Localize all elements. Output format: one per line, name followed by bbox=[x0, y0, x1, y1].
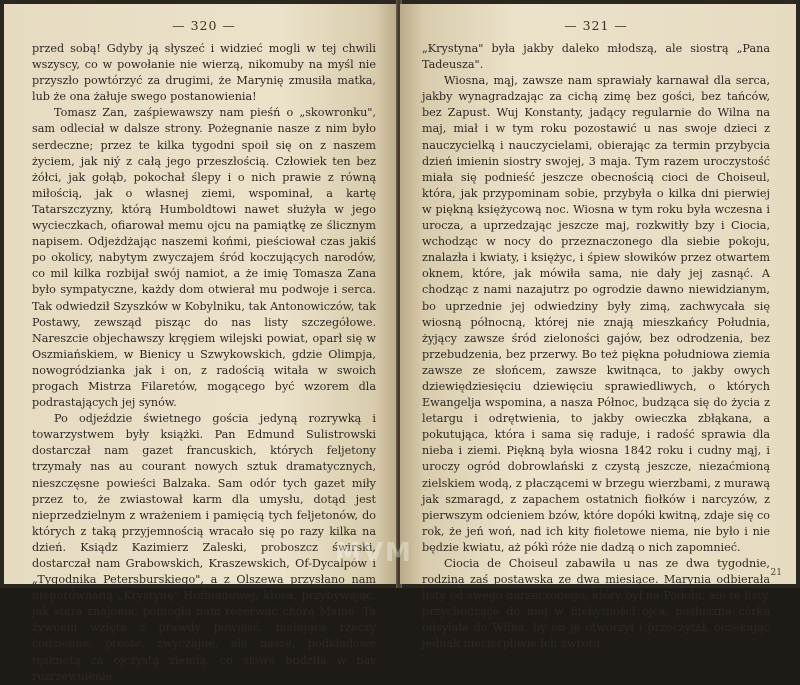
page-number-left: — 320 — bbox=[172, 18, 236, 33]
paragraph: „Krystyna" była jakby daleko młodszą, ale siostrą „Pana Tadeusza". bbox=[422, 42, 770, 72]
right-page-body bbox=[422, 41, 770, 653]
left-page-body bbox=[32, 41, 376, 685]
left-page bbox=[4, 4, 398, 683]
paragraph: Ciocia de Choiseul zabawiła u nas ze dwa tygodnie, rodzina zaś postawska ze dwa miesiące. Marynia odbierała listy od swego narzeczonego, który był na Podolu, ale te listy, przychodzące do niej w niebytności ojca, posłuszna córka odsyłała do Wilna, by on je otworzył i przeczytał, oczekując jednak niecierpliwie ich zwrotu. bbox=[422, 557, 770, 651]
page-number-right: — 321 — bbox=[564, 18, 628, 33]
paragraph: Tomasz Zan, zaśpiewawszy nam pieśń o „skowronku", sam odleciał w dalsze strony. Pożegnanie nasze z nim było serdeczne; przez te kilka tygodni spoił się on z naszem życiem, jak niý z całą jego przeszłością. Człowiek ten bez żółci, jak gołąb, pokochał ślepy i o nich prawie z równą miłością, jak o własnej ziemi, wspominał, a kartę Tatarszczyzny, którą Humboldtowi nawet służyła w jego wycieczkach, ofiarował memu ojcu na pamiątkę ze ślicznym napisem. Odjeżdżając naszemi końmi, pieściował czas jakiś po okolicy, nabytym zwyczajem śród koczujących narodów, co mil kilka rozbijał swój namiot, a że imię Tomasza Zana było sympatyczne, każdy dom otwierał mu podwoje i serca. Tak odwiedził Szyszków w Kobylniku, tak Antonowiczów, tak Postawy, zewsząd pisząc do nas listy szczegółowe. Nareszcie objechawszy kręgiem wilejski powiat, oparł się w Oszmiańskiem, w Bienicy u Szwykowskich, gdzie Olimpja, nowogródzianka jak i on, z radością witała w swoich progach Mistrza Filaretów, mogącego być wzorem dla podrastających jej synów. bbox=[32, 106, 376, 410]
paragraph: Wiosna, mąj, zawsze nam sprawiały karnawał dla serca, jakby wynagradzając za cichą zimę bez gości, bez tańców, bez Zapust. Wuj Konstanty, jadący regularnie do Wilna na maj, miał i w tym roku pozostawić u nas swoje dzieci z nauczycielką i nauczycielami, obierając za termin przybycia dzień imienin siostry swojej, 3 maja. Tym razem uroczystość miała się podnieść jeszcze obecnością cioci de Choiseul, która, jak przypominam sobie, przybyła o kilka dni pierwiej w piękną księżycową noc. Wiosna w tym roku była wczesna i urocza, a uprzedzając jeszcze maj, rozkwitły bzy i Ciocia, wchodząc w nocy do przeznaczonego dla siebie pokoju, znalazła i kwiaty, i księżyc, i śpiew słowików przez otwartem oknem, które, jak mówiła sama, nie dały jej zasnąć. A chodząc z nami nazajutrz po ogrodzie dawno niewidzianym, bo uprzednie jej odwiedziny były zimą, zachwycała się wiosną północną, której nie znają mieszkańcy Południa, żyjący zawsze śród zieloności gajów, bez odrodzenia, bez przebudzenia, bez przerwy. Bo też piękna południowa ziemia zawsze ze słońcem, zawsze kwitnąca, to jakby owych dziewiędziesięciu dziewięciu sprawiedliwych, o których Ewangelja wspomina, a nasza Północ, budząca się do życia z letargu i odrętwienia, to jakby owieczka zbłąkana, a pokutująca, która i sama się raduje, i radość sprawia dla nieba i ziemi. Piękną była wiosna 1842 roku i cudny mąj, i uroczy ogród dobrowlański z czystą jeszcze, niezaćmioną zielskiem wodą, z płaczącemi w brzegu wierzbami, z murawą jak szmaragd, z zapachem ostatnich fiołków i narcyzów, z pierwszym odcieniem bzów, które dopóki kwitną, zdaje się co rok, że jeń woń, nad ich kity fioletowe niema, nie było i nie będzie kwiatu, aż pókì róże nie dadzą o nich zapomnieć. bbox=[422, 74, 771, 554]
folio-number: 21 bbox=[770, 568, 782, 578]
paragraph: Po odjeździe świetnego gościa jedyną rozrywką i towarzystwem były książki. Pan Edmund Sulistrowski dostarczał nam gazet francuskich, których feljetony trzymały nas au courant nowych sztuk dramatycznych, nieszczęsne powieści Balzaka. Sam odór tych gazet miły przez to, że zwiastował karm dla umysłu, dotąd jest nieprzedzielnym z wrażeniem i pamięcią tych feljetonów, do których z taką przyjemnością wracało się po razy kilka na dzień. Ksiądz Kazimierz Zaleski, proboszcz świrski, dostarczał nam Grabowskich, Kraszewskich, Of-Dycalpów i „Tygodnika Petersburskiego", a z Olszewa przysłano nam nieporównaną „Krystynę" Hofmanowej, która, przybywając, jak stara znajoma, pomogła nam rozerwać chorą Mamę. Ta żywcem wzięta z prawdy powieść, malująca rzeczy codzienne, proste, zwyczajne, ale nasze, podkładowe tęsknotą za ojczystą ziemią, co słowo budziła w nas rozrzewnienie. bbox=[32, 412, 376, 683]
right-page bbox=[400, 4, 796, 651]
watermark: MVM bbox=[335, 538, 413, 568]
paragraph: przed sobą! Gdyby ją słyszeć i widzieć mogli w tej chwili wszyscy, co w powołanie nie wierzą, nikomuby na myśl nie przyszło powtórzyć za drugimi, że Marynię zmusiła matka, lub że ona żałuje swego postanowienia! bbox=[32, 42, 376, 104]
